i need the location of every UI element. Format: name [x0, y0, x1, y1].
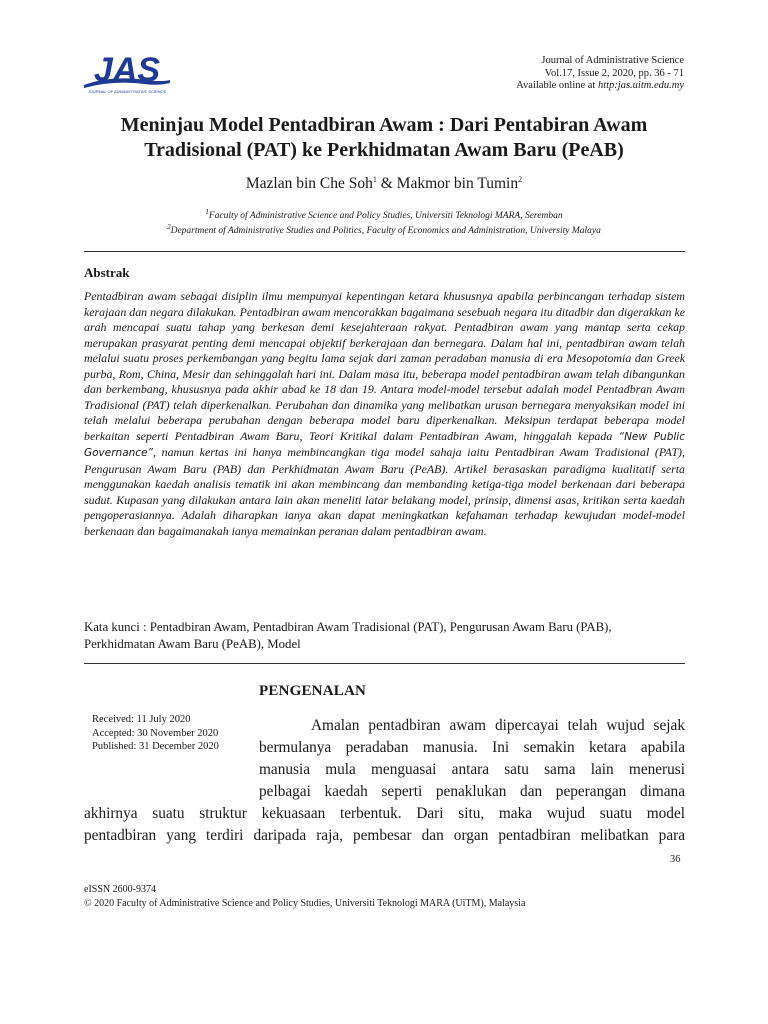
accepted-date: Accepted: 30 November 2020 [92, 727, 219, 739]
logo-subtext: JOURNAL OF ADMINISTRATIVE SCIENCE [87, 89, 167, 94]
journal-name: Journal of Administrative Science [541, 55, 684, 66]
affiliation-2-sup: 2 [167, 223, 171, 231]
body-line-2: bermulanya peradaban manusia. Ini semakin ketara apabila [259, 739, 685, 756]
published-date: Published: 31 December 2020 [92, 741, 219, 752]
affiliation-1-sup: 1 [205, 208, 209, 216]
body-line-1: Amalan pentadbiran awam dipercayai telah wujud sejak [311, 717, 685, 734]
author-separator: & [376, 175, 397, 193]
logo-text: JAS [93, 51, 161, 89]
abstract-text [84, 289, 685, 539]
article-dates [92, 713, 219, 754]
top-divider [84, 251, 685, 252]
page-number: 36 [670, 854, 681, 865]
keywords-line-1: Kata kunci : Pentadbiran Awam, Pentadbiran Awam Tradisional (PAT), Pengurusan Awam Baru (PAB), [84, 620, 612, 634]
eissn: eISSN 2600-9374 [84, 884, 156, 895]
body-line-3: manusia mula menguasai antara satu sama lain menerusi [259, 761, 685, 778]
copyright: © 2020 Faculty of Administrative Science and Policy Studies, Universiti Teknologi MARA (UiTM), Malaysia [84, 898, 526, 909]
available-label: Available online at [516, 80, 598, 91]
bottom-divider [84, 663, 685, 664]
journal-logo [84, 50, 170, 96]
paper-title [84, 113, 684, 163]
abstract-heading: Abstrak [84, 265, 130, 280]
authors [84, 175, 684, 193]
title-line-2: Tradisional (PAT) ke Perkhidmatan Awam Baru (PeAB) [144, 139, 624, 161]
author-1: Mazlan bin Che Soh [245, 175, 373, 193]
affiliation-1 [84, 208, 684, 221]
journal-info [516, 55, 684, 93]
keywords-line-2: Perkhidmatan Awam Baru (PeAB), Model [84, 637, 301, 651]
title-line-1: Meninjau Model Pentadbiran Awam : Dari Pentabiran Awam [120, 114, 648, 136]
affiliation-1-text: Faculty of Administrative Science and Policy Studies, Universiti Teknologi MARA, Seremban [208, 211, 563, 222]
section-heading: PENGENALAN [259, 683, 367, 699]
affiliation-2 [84, 223, 684, 236]
body-line-5: akhirnya suatu struktur kekuasaan terbentuk. Dari situ, maka wujud suatu model [84, 805, 685, 822]
abstract-quoted-term: “New Public Governance” [84, 430, 685, 459]
author-1-sup: 1 [372, 175, 377, 184]
body-line-4: pelbagai kaedah seperti penaklukan dan peperangan dimana [259, 783, 685, 800]
journal-url[interactable]: http:jas.uitm.edu.my [597, 80, 684, 91]
abstract-text-part-1: Pentadbiran awam sebagai disiplin ilmu mempunyai kepentingan ketara khususnya apabila perbincangan terhadap sistem kerajaan dan negara dilakukan. Pentadbiran awam mencorakkan bagaimana sesebuah negara itu ditadbir dan digerakkan ke arah mencapai suatu tahap yang berkesan demi kesejahteraan rakyat. Pentadbiran awam yang mantap serta cekap merupakan prasyarat penting demi mencapai objektif berkerajaan dan bernegara. Dalam hal ini, pentadbiran awam telah melalui suatu proses perkembangan yang begitu lama sejak dari zaman peradaban manusia di era Mesopotomia dan Greek purba, Rom, China, Mesir dan sehinggalah hari ini. Dalam masa itu, beberapa model pentadbiran awam telah dibangunkan dan berkembang, khususnya pada akhir abad ke 18 dan 19. Antara model-model tersebut adalah model Pentadbran Awam Tradisional (PAT) telah diperkenalkan. Perubahan dan dinamika yang melibatkan urusan bernegara menyaksikan model ini telah melalui beberapa perubahan dengan beberapa model baru diperkenalkan. Meksipun terdapat beberapa model berkaitan seperti Pentadbiran Awam Baru, Teori Kritikal dalam Pentadbiran Awam, hinggalah kepada [84, 289, 685, 443]
availability [516, 80, 684, 93]
author-2-sup: 2 [518, 175, 523, 184]
volume-issue: Vol.17, Issue 2, 2020, pp. 36 - 71 [544, 67, 684, 79]
abstract-text-part-2: , namun kertas ini hanya membincangkan tiga model sahaja iaitu Pentadbiran Awam Tradisional (PAT), Pengurusan Awam Baru (PAB) dan Perkhidmatan Awam Baru (PeAB). Artikel berasaskan paradigma kualitatif serta menggunakan kaedah analisis tematik ini akan membincang dan membanding ketiga-tiga model berkenaan dari beberapa sudut. Kupasan yang dilakukan antara lain akan meneliti latar belakang model, prinsip, dimensi asas, kritikan serta kaedah pengoperasiannya. Adalah diharapkan ianya akan dapat meningkatkan kefahaman terhadap kewujudan model-model berkenaan dan bagaimanakah ianya memainkan peranan dalam pentadbiran awam. [84, 445, 685, 538]
received-date: Received: 11 July 2020 [92, 714, 191, 725]
affiliation-2-text: Department of Administrative Studies and Politics, Faculty of Economics and Administration, University Malaya [170, 226, 601, 237]
author-2: Makmor bin Tumin [396, 175, 519, 193]
body-line-6: pentadbiran yang terdiri daripada raja, pembesar dan organ pentadbiran melibatkan para [84, 827, 685, 844]
keywords [84, 619, 685, 653]
